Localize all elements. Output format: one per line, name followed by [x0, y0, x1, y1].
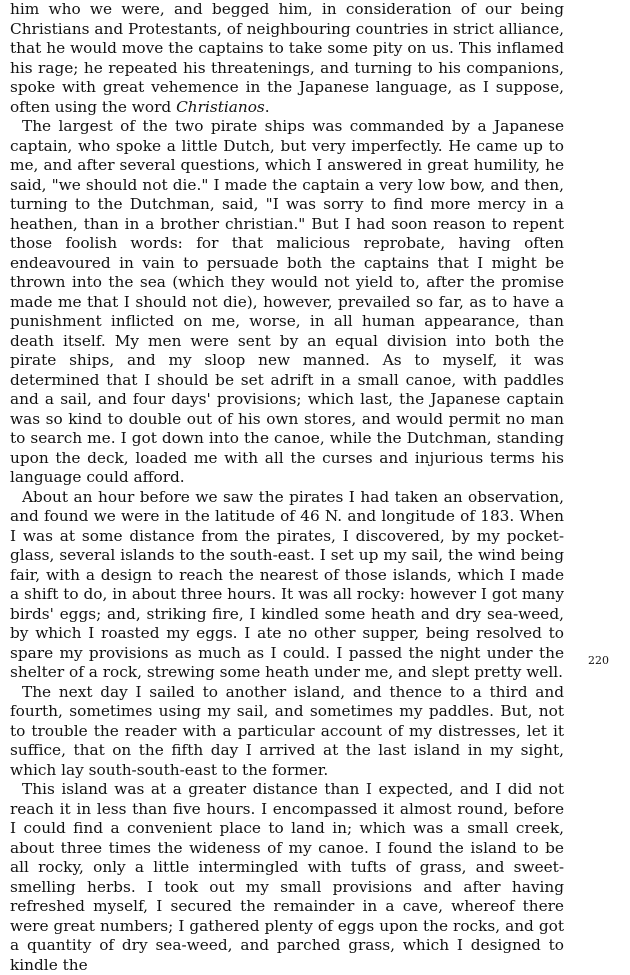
- paragraph-4: The next day I sailed to another island, and thence to a third and fourth, sometimes using my sail, and sometimes my paddles. But, not to trouble the reader with a particular account of my distresses, let it suffice, that on the fifth day I arrived at the last island in my sight, which lay south-south-east to the former.: [10, 682, 564, 779]
- text-column: [10, 0, 564, 975]
- italic-word: Christianos: [176, 97, 265, 116]
- paragraph-2: The largest of the two pirate ships was commanded by a Japanese captain, who spoke a little Dutch, but very imperfectly. He came up to me, and after several questions, which I answered in great humility, he said, "we should not die." I made the captain a very low bow, and then, turning to the Dutchman, said, "I was sorry to find more mercy in a heathen, than in a brother christian." But I had soon reason to repent those foolish words: for that malicious reprobate, having often endeavoured in vain to persuade both the captains that I might be thrown into the sea (which they would not yield to, after the promise made me that I should not die), however, prevailed so far, as to have a punishment inflicted on me, worse, in all human appearance, than death itself. My men were sent by an equal division into both the pirate ships, and my sloop new manned. As to myself, it was determined that I should be set adrift in a small canoe, with paddles and a sail, and four days' provisions; which last, the Japanese captain was so kind to double out of his own stores, and would permit no man to search me. I got down into the canoe, while the Dutchman, standing upon the deck, loaded me with all the curses and injurious terms his language could afford.: [10, 117, 564, 486]
- paragraph-3: About an hour before we saw the pirates I had taken an observation, and found we were in the latitude of 46 N. and longitude of 183. When I was at some distance from the pirates, I discovered, by my pocket-glass, several islands to the south-east. I set up my sail, the wind being fair, with a design to reach the nearest of those islands, which I made a shift to do, in about three hours. It was all rocky: however I got many birds' eggs; and, striking fire, I kindled some heath and dry sea-weed, by which I roasted my eggs. I ate no other supper, being resolved to spare my provisions as much as I could. I passed the night under the shelter of a rock, strewing some heath under me, and slept pretty well.: [10, 487, 564, 681]
- paragraph-1: [10, 0, 564, 117]
- paragraph-1-text: him who we were, and begged him, in consideration of our being Christians and Protestants, of neighbouring countries in strict alliance, that he would move the captains to take some pity on us. This inflamed his rage; he repeated his threatenings, and turning to his companions, spoke with great vehemence in the Japanese language, as I suppose, often using the word: [10, 0, 564, 116]
- paragraph-1-end: .: [264, 97, 270, 116]
- page-number: 220: [588, 654, 609, 667]
- paragraph-5: This island was at a greater distance than I expected, and I did not reach it in less than five hours. I encompassed it almost round, before I could find a convenient place to land in; which was a small creek, about three times the wideness of my canoe. I found the island to be all rocky, only a little intermingled with tufts of grass, and sweet-smelling herbs. I took out my small provisions and after having refreshed myself, I secured the remainder in a cave, whereof there were great numbers; I gathered plenty of eggs upon the rocks, and got a quantity of dry sea-weed, and parched grass, which I designed to kindle the: [10, 780, 564, 974]
